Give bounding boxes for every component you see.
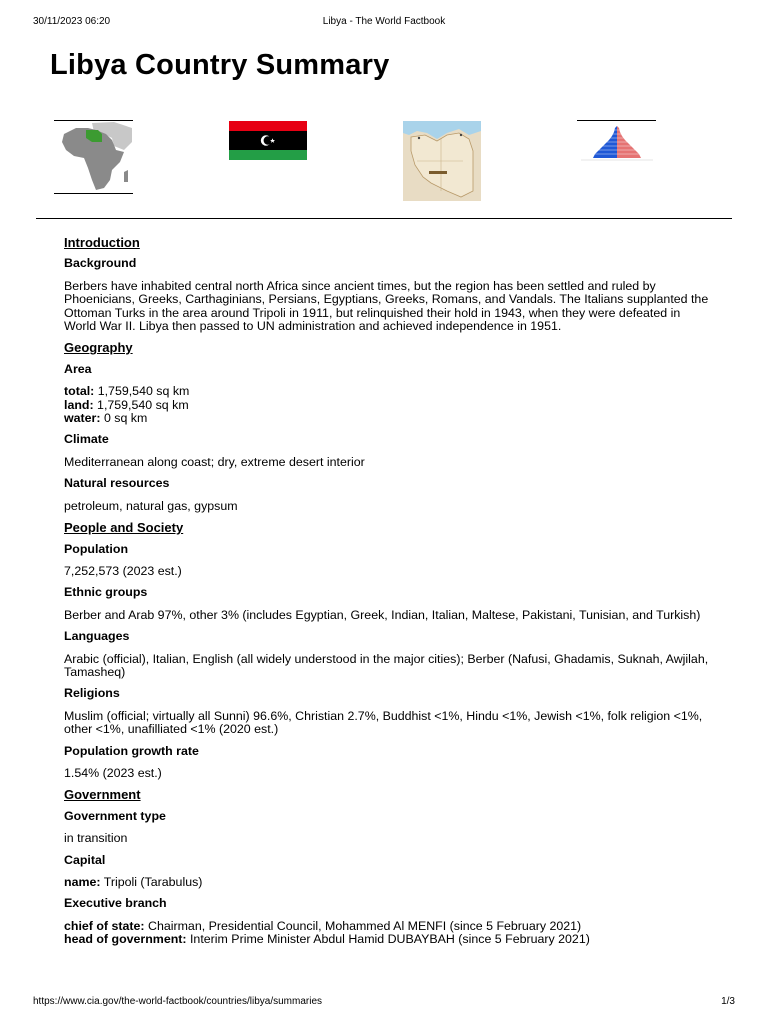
libya-flag[interactable] (229, 121, 307, 160)
page-title-country: Libya (50, 49, 127, 81)
print-title: Libya - The World Factbook (322, 16, 446, 27)
page-title (50, 49, 389, 82)
languages-text: Arabic (official), Italian, English (all widely understood in the major cities); Berber (Nafusi, Ghadamis, Suknah, Awjilah, Tamasheq) (64, 651, 709, 679)
executive-branch-label: Executive branch (64, 896, 167, 911)
area-label: Area (64, 361, 92, 376)
population-growth-text: 1.54% (2023 est.) (64, 765, 162, 780)
libya-map-image (403, 121, 481, 201)
population-growth-label: Population growth rate (64, 743, 199, 758)
area-values (64, 385, 714, 425)
capital-label: Capital (64, 852, 106, 867)
background-text: Berbers have inhabited central north Africa since ancient times, but the region has been settled and ruled by Phoenicians, Greeks, Carthaginians, Persians, Egyptians, Greeks, Romans, and Vandals. The Italians supplanted the Ottoman Turks in the area around Tripoli in 1911, but relinquished their hold in 1943, when they were defeated in World War II. Libya then passed to UN administration and achieved independence in 1951. (64, 278, 709, 334)
area-total: total: 1,759,540 sq km (64, 384, 190, 399)
horizontal-divider (36, 218, 732, 219)
source-url[interactable]: https://www.cia.gov/the-world-factbook/countries/libya/summaries (33, 996, 323, 1007)
religions-text: Muslim (official; virtually all Sunni) 96.6%, Christian 2.7%, Buddhist <1%, Hindu <1%, Jewish <1%, folk religion <1%, other <1%, unafilliated <1% (2020 est.) (64, 708, 703, 737)
africa-locator-map[interactable] (54, 120, 133, 194)
libya-flag-image (229, 121, 307, 160)
people-heading: People and Society (64, 520, 184, 536)
government-type-text: in transition (64, 831, 128, 846)
government-type-label: Government type (64, 808, 166, 823)
ethnic-groups-label: Ethnic groups (64, 585, 148, 600)
page-title-rest: Country Summary (135, 49, 390, 81)
area-water: water: 0 sq km (64, 411, 148, 426)
print-timestamp: 30/11/2023 06:20 (33, 16, 111, 27)
natural-resources-label: Natural resources (64, 476, 170, 491)
climate-text: Mediterranean along coast; dry, extreme desert interior (64, 454, 365, 469)
page-number: 1/3 (721, 996, 735, 1007)
summary-content (64, 236, 714, 955)
climate-label: Climate (64, 432, 109, 447)
population-pyramid[interactable] (577, 120, 656, 164)
africa-locator-map-image (54, 120, 133, 194)
ethnic-groups-text: Berber and Arab 97%, other 3% (includes Egyptian, Greek, Indian, Italian, Maltese, Pakistani, Tunisian, and Turkish) (64, 607, 701, 622)
geography-heading: Geography (64, 340, 133, 356)
religions-label: Religions (64, 686, 120, 701)
introduction-heading: Introduction (64, 235, 140, 250)
natural-resources-text: petroleum, natural gas, gypsum (64, 498, 238, 513)
area-land: land: 1,759,540 sq km (64, 397, 189, 412)
background-label: Background (64, 256, 137, 271)
government-heading: Government (64, 787, 141, 803)
population-text: 7,252,573 (2023 est.) (64, 563, 182, 578)
capital-text: name: Tripoli (Tarabulus) (64, 875, 203, 889)
head-of-government: head of government: Interim Prime Minister Abdul Hamid DUBAYBAH (since 5 February 2021) (64, 932, 590, 947)
chief-of-state: chief of state: Chairman, Presidential Council, Mohammed Al MENFI (since 5 February 2021) (64, 918, 582, 933)
population-pyramid-image (577, 120, 656, 164)
executive-branch-text (64, 920, 714, 947)
languages-label: Languages (64, 629, 130, 644)
libya-map[interactable] (403, 121, 481, 201)
population-label: Population (64, 541, 129, 556)
